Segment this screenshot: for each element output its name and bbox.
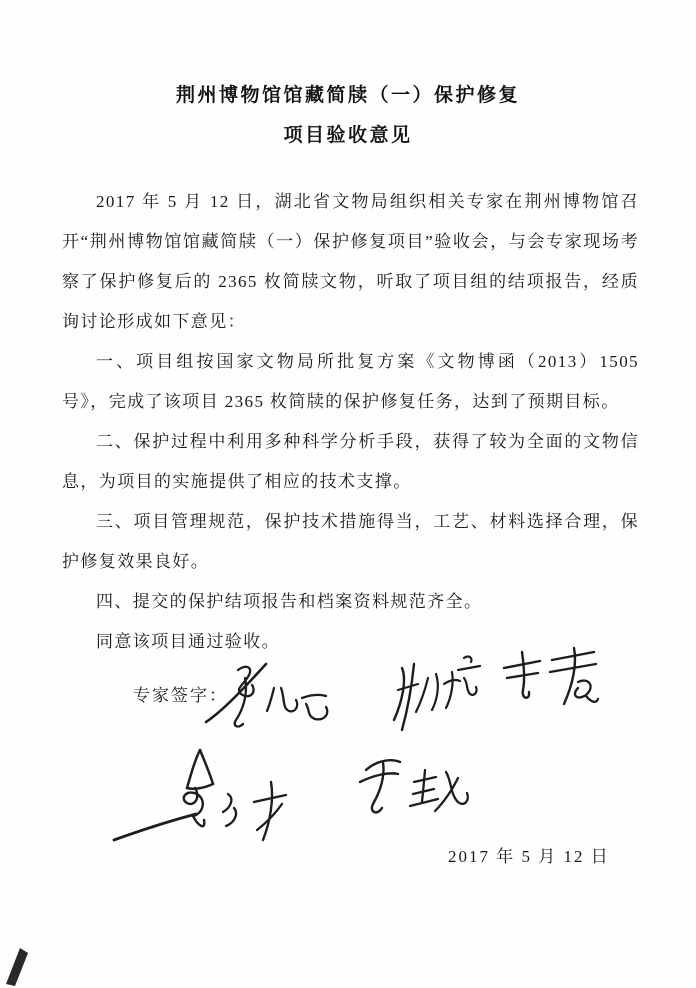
document-title-line2: 项目验收意见 bbox=[283, 125, 413, 146]
signature-li-hua-yuan bbox=[198, 658, 338, 740]
paragraph-item-1: 一、项目组按国家文物局所批复方案《文物博函（2013）1505 号》，完成了该项目 2365 枚简牍的保护修复任务，达到了预期目标。 bbox=[62, 352, 639, 411]
signature-wei-jia bbox=[494, 644, 604, 726]
paragraph-intro: 2017 年 5 月 12 日，湖北省文物局组织相关专家在荆州博物馆召开“荆州博物馆馆藏简牍（一）保护修复项目”验收会，与会专家现场考察了保护修复后的 2365 枚简牍文物，听取了项目组的结项报告，经质询讨论形成如下意见： bbox=[62, 192, 639, 331]
signature-liu-song-tao bbox=[388, 650, 492, 736]
document-date: 2017 年 5 月 12 日 bbox=[448, 847, 610, 866]
signature-wu-shun-cai bbox=[108, 742, 302, 862]
paragraph-item-2: 二、保护过程中利用多种科学分析手段，获得了较为全面的文物信息，为项目的实施提供了相应的技术支撑。 bbox=[62, 432, 639, 491]
paragraph-conclusion: 同意该项目通过验收。 bbox=[96, 632, 280, 651]
expert-signature-label: 专家签字： bbox=[133, 686, 228, 705]
signature-li-jiu bbox=[340, 750, 476, 842]
document-body bbox=[62, 182, 639, 662]
paragraph-item-4: 四、提交的保护结项报告和档案资料规范齐全。 bbox=[96, 592, 483, 611]
scan-corner-artifact bbox=[4, 946, 38, 986]
document-title bbox=[0, 0, 696, 156]
paragraph-item-3: 三、项目管理规范，保护技术措施得当，工艺、材料选择合理，保护修复效果良好。 bbox=[62, 512, 639, 571]
document-title-line1: 荆州博物馆馆藏简牍（一）保护修复 bbox=[175, 85, 520, 106]
